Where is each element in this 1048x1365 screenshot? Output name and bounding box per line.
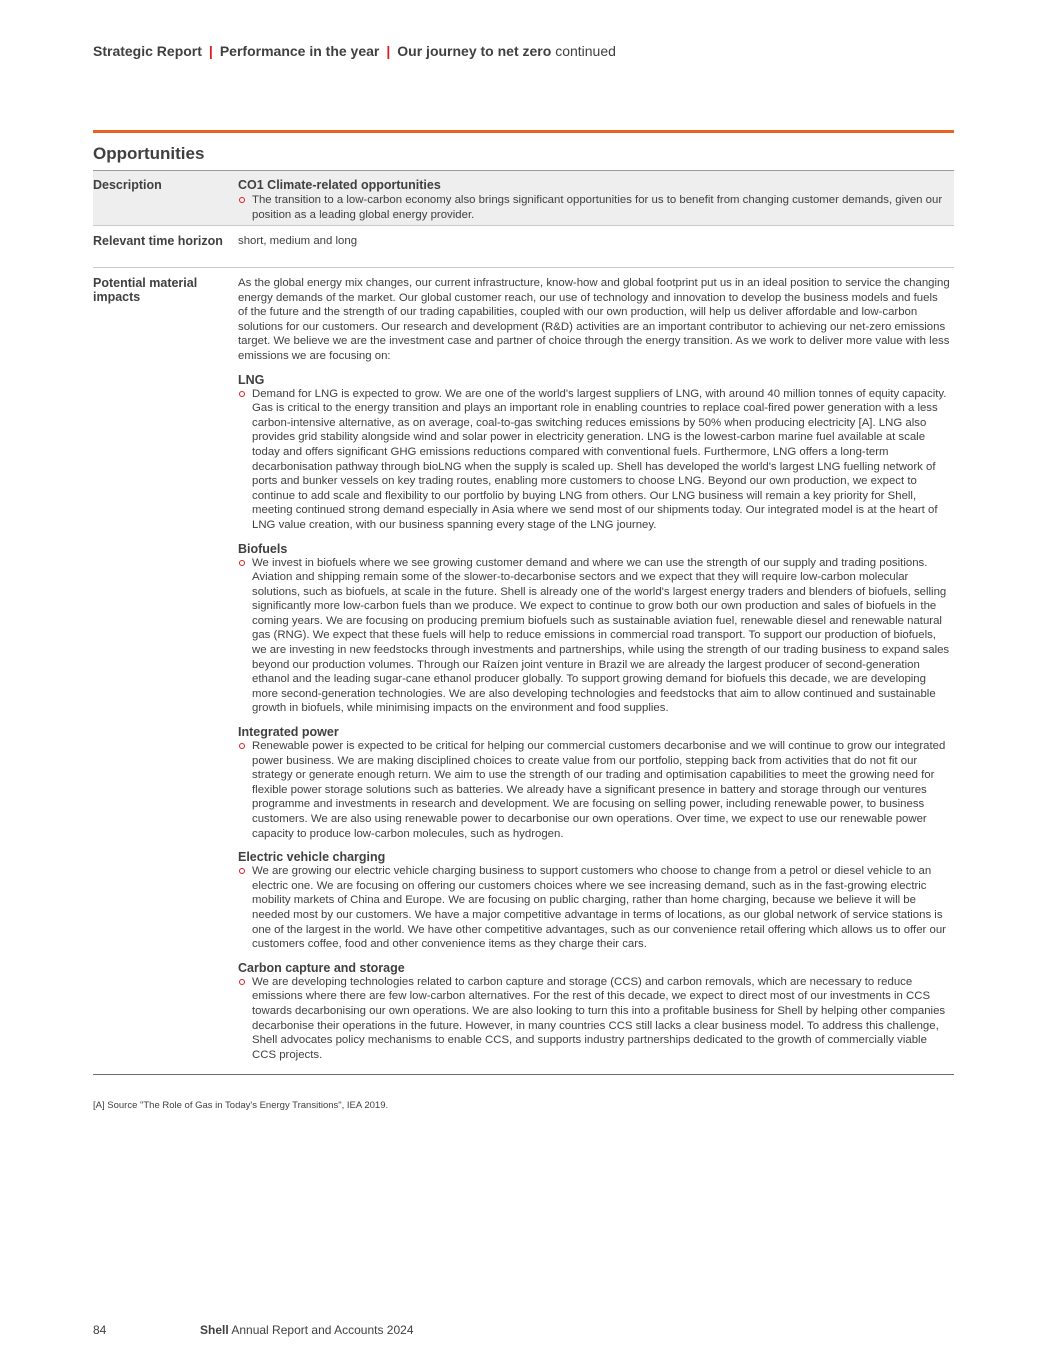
description-bullet: The transition to a low-carbon economy also brings significant opportunities for us to benefit from changing customer demands, given our position as a leading global energy provider.: [238, 193, 950, 222]
footer-brand: Shell: [200, 1323, 229, 1337]
subsection-title: Integrated power: [238, 725, 339, 740]
breadcrumb-separator: |: [208, 43, 213, 59]
page-number: 84: [93, 1323, 107, 1337]
footnote: [A] Source "The Role of Gas in Today's Energy Transitions", IEA 2019.: [93, 1100, 389, 1111]
subsection-title: Biofuels: [238, 541, 288, 556]
subsection-bullet: We are developing technologies related to carbon capture and storage (CCS) and carbon removals, which are necessary to reduce emissions where there are few low-carbon alternatives. For the rest of this decade, we expect to direct most of our investments in CCS towards decarbonising our own operations. We are also looking to turn this into a profitable business for Shell by helping other companies decarbonise their operations in the future. However, in many countries CCS still lacks a clear business model. To address this challenge, Shell advocates policy mechanisms to enable CCS, and supports industry partnerships dedicated to the growth of commercially viable CCS projects.: [238, 975, 950, 1063]
subsection-lng: [238, 373, 950, 533]
subsection-integrated-power: [238, 725, 950, 841]
footer-report-title: Annual Report and Accounts 2024: [231, 1323, 414, 1337]
subsection-title: Electric vehicle charging: [238, 850, 386, 865]
breadcrumb-strategic-report: Strategic Report: [93, 43, 202, 59]
time-horizon-value: short, medium and long: [238, 235, 358, 247]
subsection-ccs: [238, 961, 950, 1063]
breadcrumb-performance: Performance in the year: [219, 43, 380, 59]
description-label: Description: [93, 178, 162, 192]
opportunity-title: CO1 Climate-related opportunities: [238, 178, 441, 192]
subsection-biofuels: [238, 542, 950, 717]
opportunities-table: [93, 130, 954, 1075]
section-title: Opportunities: [93, 144, 205, 163]
breadcrumb-separator: |: [386, 43, 391, 59]
breadcrumb: [93, 42, 616, 60]
subsection-ev-charging: [238, 850, 950, 952]
impacts-intro: As the global energy mix changes, our current infrastructure, know-how and global footprint put us in an ideal position to service the changing energy demands of the market. Our global customer reach, our use of technology and innovation to develop the business models and fuels of the future and the strength of our trading capabilities, coupled with our own production, will help us deliver affordable and low-carbon solutions for our customers. Our research and development (R&D) activities are an important contributor to achieving our net-zero emissions target. We believe we are the investment case and partner of choice through the energy transition. As we work to deliver more value with less emissions we are focusing on:: [238, 277, 950, 362]
footer-report-name: [200, 1323, 414, 1337]
impacts-label: Potential material impacts: [93, 276, 198, 304]
time-horizon-label: Relevant time horizon: [93, 234, 223, 248]
impacts-row: [93, 268, 954, 1075]
description-content: [238, 178, 954, 225]
subsection-title: LNG: [238, 372, 265, 387]
subsection-bullet: We invest in biofuels where we see growing customer demand and where we can use the strength of our supply and trading positions. Aviation and shipping remain some of the slower-to-decarbonise sectors and we expect that they will require low-carbon molecular solutions, such as biofuels, at scale in the future. Shell is already one of the world's largest energy traders and blenders of biofuels, selling significantly more low-carbon fuels than we produce. We expect to continue to grow both our own production and sales of biofuels in the coming years. We are focusing on producing premium biofuels such as sustainable aviation fuel, renewable diesel and renewable natural gas (RNG). We expect that these fuels will help to reduce emissions in commercial road transport. To support our production of biofuels, we are investing in new feedstocks through investments and partnerships, while using the strength of our trading business to expand sales beyond our production volumes. Through our Raízen joint venture in Brazil we are already the largest producer of second-generation ethanol and the leading sugar-cane ethanol producer globally. To support growing demand for biofuels this decade, we are developing more second-generation technologies. We are also developing technologies and feedstocks that aim to allow continued and sustainable growth in biofuels, while minimising impacts on the environment and food supplies.: [238, 556, 950, 717]
subsection-title: Carbon capture and storage: [238, 960, 405, 975]
time-horizon-row: [93, 226, 954, 268]
subsection-bullet: Renewable power is expected to be critical for helping our commercial customers decarbonise and we will continue to grow our integrated power business. We are making disciplined choices to create value from our portfolio, stepping back from activities that do not fit our strategy or generate enough return. We aim to use the strength of our trading and optimisation capabilities to meet the growing need for flexible power storage solutions such as batteries. We already have a significant presence in battery and storage through our ventures programme and investments in research and development. We are focusing on selling power, including renewable power, to business customers. We are also using renewable power to decarbonise our own operations. Over time, we expect to use our renewable power capacity to produce low-carbon molecules, such as hydrogen.: [238, 739, 950, 841]
description-row: [93, 171, 954, 226]
breadcrumb-net-zero: Our journey to net zero: [397, 43, 552, 59]
subsection-bullet: Demand for LNG is expected to grow. We are one of the world's largest suppliers of LNG, with around 40 million tonnes of equity capacity. Gas is critical to the energy transition and plays an important role in enabling countries to replace coal-fired power generation with a less carbon-intensive alternative, as on average, coal-to-gas switching reduces emissions by 50% when producing electricity [A]. LNG also provides grid stability alongside wind and solar power in electricity generation. LNG is the lowest-carbon marine fuel available at scale today and offers significant GHG emissions reductions compared with conventional fuels. Furthermore, LNG offers a long-term decarbonisation pathway through bioLNG when the supply is scaled up. Shell has developed the world's largest LNG fuelling network of ports and bunker vessels on key trading routes, enabling more customers to choose LNG. Beyond our own production, we expect to continue to add scale and flexibility to our portfolio by buying LNG from others. Our LNG business will remain a key priority for Shell, meeting continued strong demand especially in Asia where we send most of our shipments today. Our integrated model is at the heart of LNG value creation, with our business spanning every stage of the LNG journey.: [238, 387, 950, 533]
subsection-bullet: We are growing our electric vehicle charging business to support customers who choose to change from a petrol or diesel vehicle to an electric one. We are focusing on offering our customers choices where we see increasing demand, such as in the fast-growing electric mobility markets of China and Europe. We are focusing on public charging, rather than home charging, because we believe it will be needed most by our customers. We have a major competitive advantage in terms of locations, as our global network of service stations is one of the largest in the world. We have other competitive advantages, such as our convenience retail offering which allows us to offer our customers coffee, food and other convenience items as they charge their cars.: [238, 864, 950, 952]
breadcrumb-continued: continued: [555, 43, 616, 59]
impacts-content: [238, 276, 954, 1062]
